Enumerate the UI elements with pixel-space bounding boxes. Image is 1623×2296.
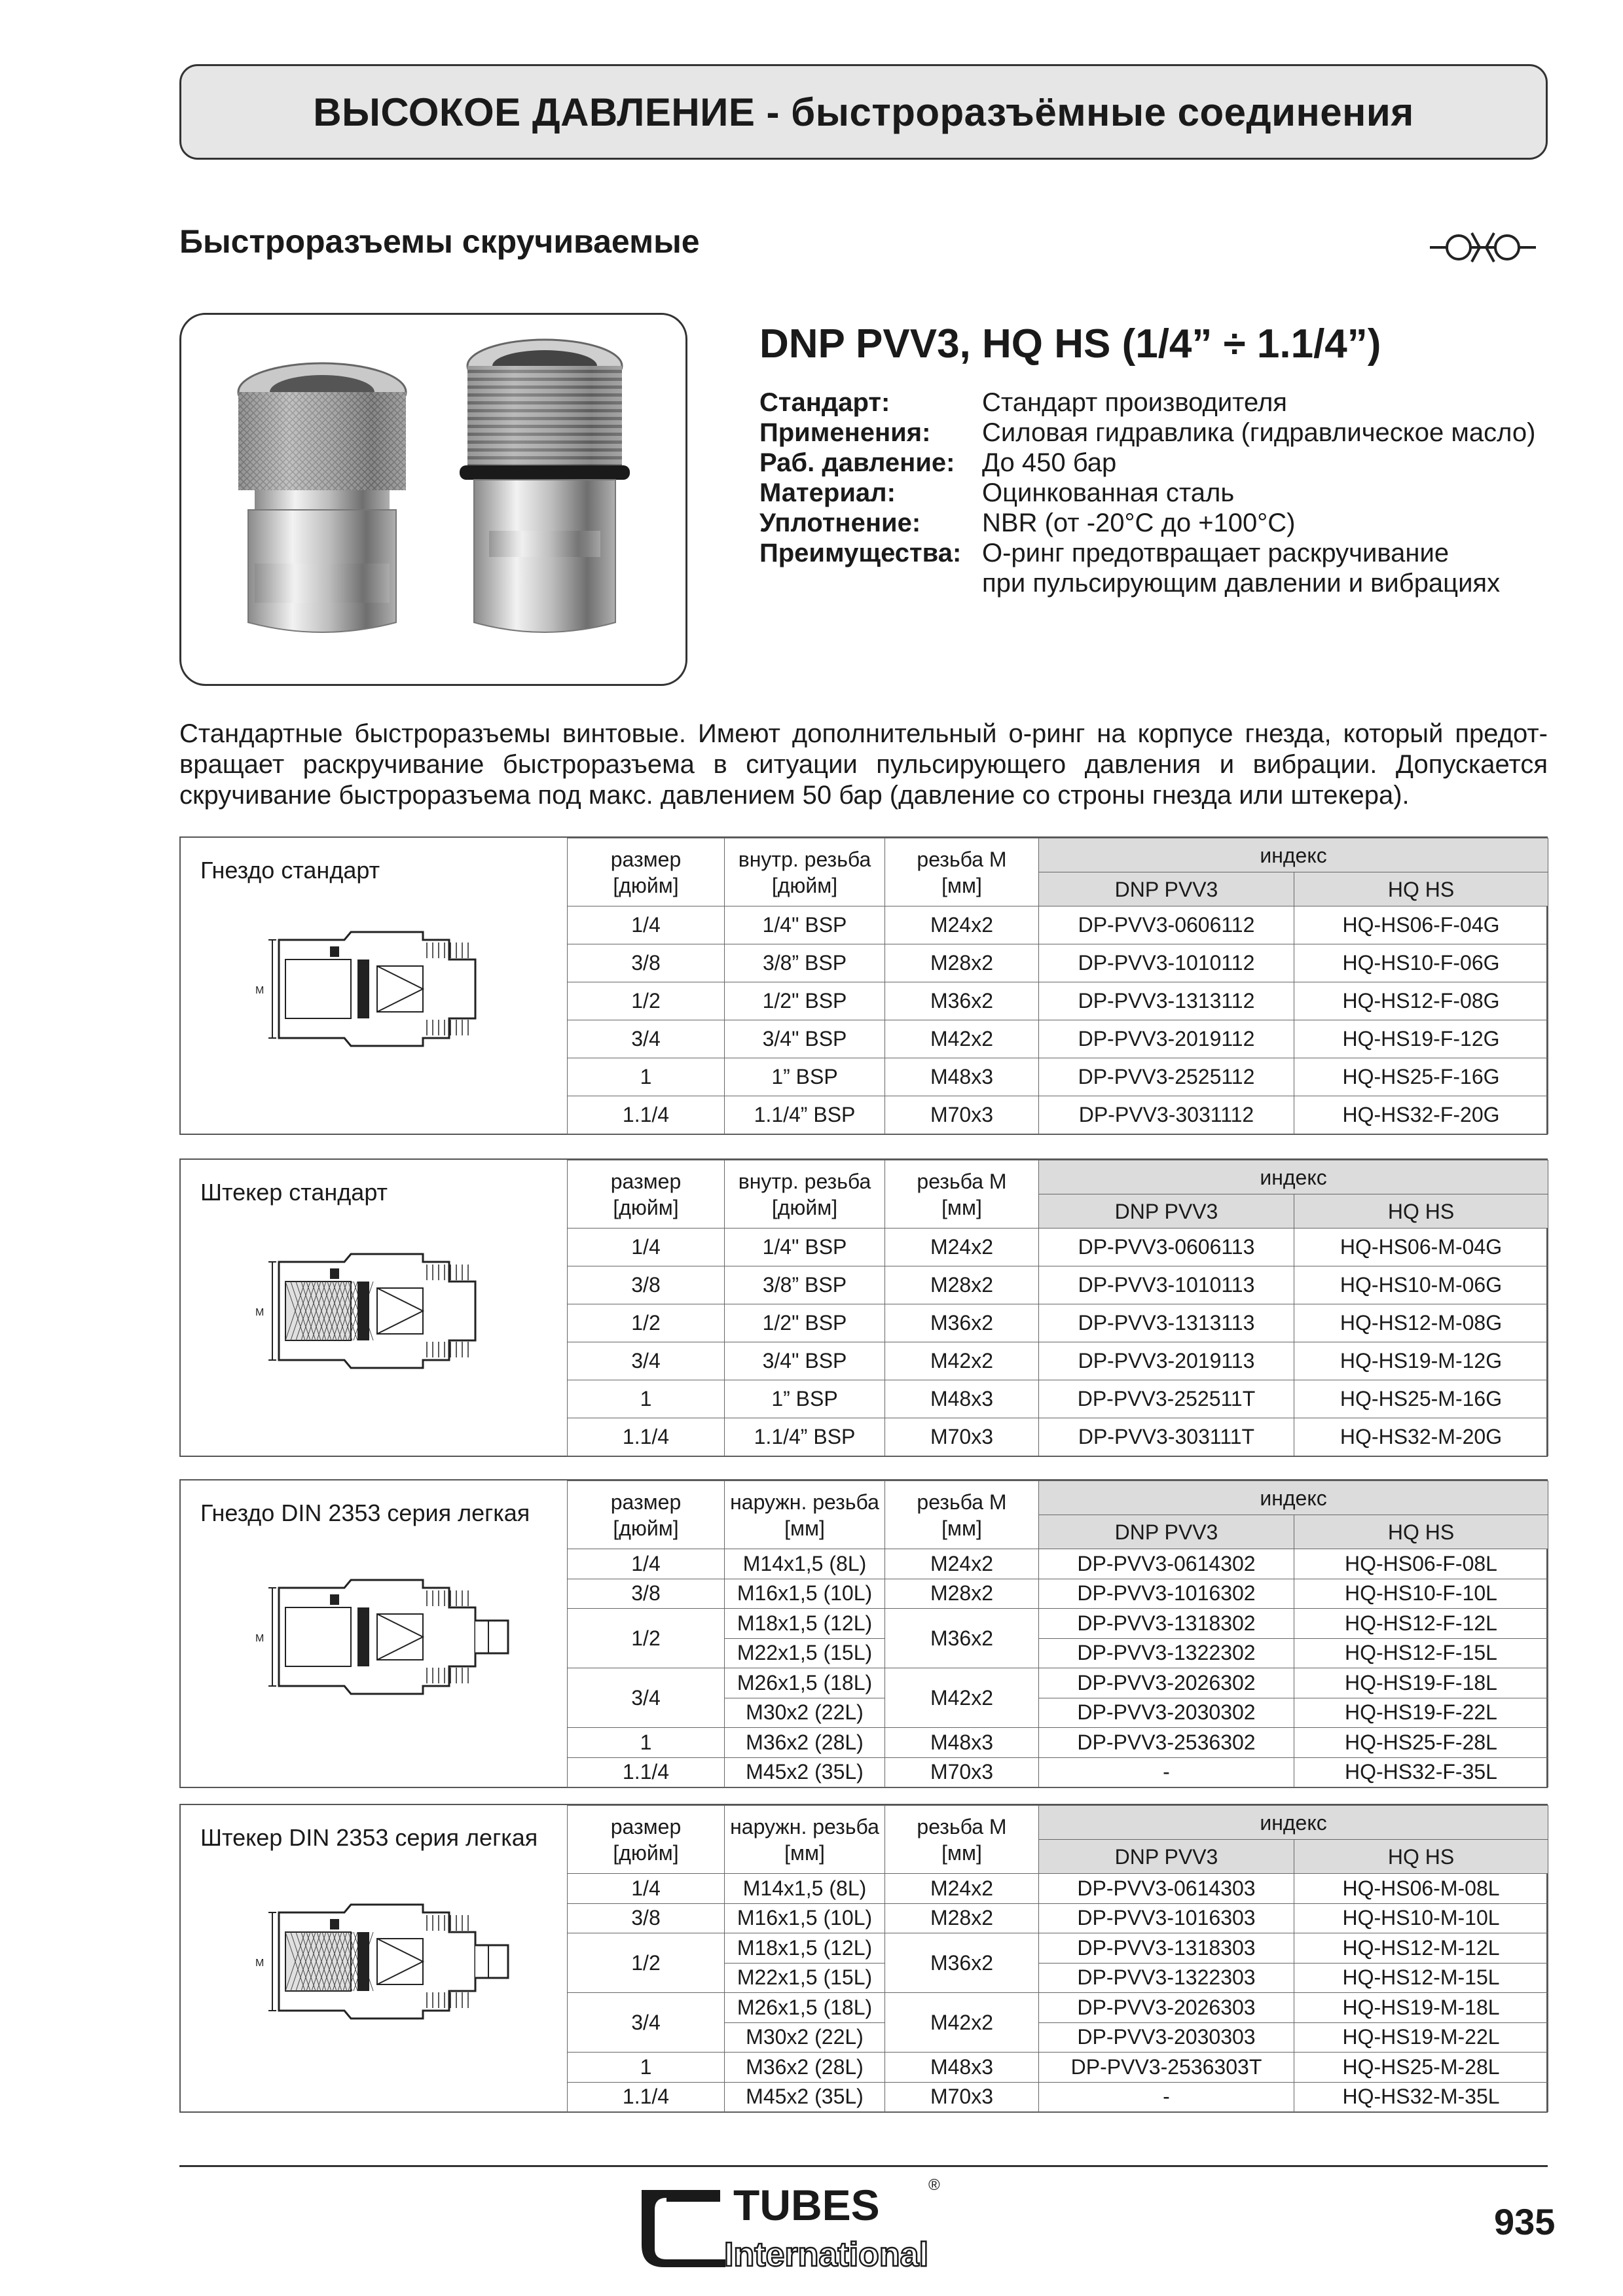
cell-thread: M18x1,5 (12L) — [725, 1609, 885, 1639]
cell-dnp: - — [1039, 1757, 1294, 1787]
header-index: индекс — [1039, 1806, 1548, 1840]
cell-dnp: DP-PVV3-3031112 — [1039, 1096, 1294, 1134]
cell-size: 3/4 — [568, 1020, 725, 1058]
cell-thread: 1” BSP — [725, 1380, 885, 1418]
cell-dnp: DP-PVV3-0606112 — [1039, 906, 1294, 944]
table-row — [568, 1058, 1548, 1096]
spec-value: Стандарт производителя — [982, 388, 1287, 417]
table-row — [568, 1903, 1548, 1933]
header-hq: HQ HS — [1294, 1194, 1548, 1229]
cell-size: 1.1/4 — [568, 2082, 725, 2112]
cell-hq: HQ-HS25-F-16G — [1294, 1058, 1548, 1096]
cell-size: 1 — [568, 2053, 725, 2083]
cell-thread: M14x1,5 (8L) — [725, 1549, 885, 1579]
spec-key: Преимущества: — [759, 539, 962, 567]
cell-thread: 1” BSP — [725, 1058, 885, 1096]
cell-m: M48x3 — [885, 1380, 1039, 1418]
spec-key: Раб. давление: — [759, 448, 955, 477]
cell-dnp: DP-PVV3-1313112 — [1039, 982, 1294, 1020]
table-row — [568, 1549, 1548, 1579]
cell-dnp: DP-PVV3-1010113 — [1039, 1266, 1294, 1304]
female-din-coupling-drawing-icon — [253, 1568, 528, 1738]
cell-dnp: DP-PVV3-1016302 — [1039, 1579, 1294, 1609]
cell-dnp: DP-PVV3-0614303 — [1039, 1874, 1294, 1904]
cell-dnp: DP-PVV3-0614302 — [1039, 1549, 1294, 1579]
cell-hq: HQ-HS10-F-10L — [1294, 1579, 1548, 1609]
cell-m: M24x2 — [885, 1229, 1039, 1266]
logo-bottom-text: International — [724, 2236, 929, 2274]
cell-m: M28x2 — [885, 1266, 1039, 1304]
page-number: 935 — [1494, 2201, 1556, 2242]
header-m-thread: резьба M [мм] — [885, 838, 1039, 906]
product-table — [567, 1805, 1548, 2112]
table-row — [568, 1668, 1548, 1698]
cell-size: 3/8 — [568, 1903, 725, 1933]
table-row — [568, 944, 1548, 982]
spec-key — [759, 568, 982, 598]
cell-hq: HQ-HS06-M-08L — [1294, 1874, 1548, 1904]
cell-dnp: DP-PVV3-2030303 — [1039, 2022, 1294, 2053]
banner-title: ВЫСОКОЕ ДАВЛЕНИЕ - быстроразъёмные соединения — [313, 90, 1414, 134]
header-dnp: DNP PVV3 — [1039, 872, 1294, 906]
cell-thread: M30x2 (22L) — [725, 2022, 885, 2053]
cell-thread: M22x1,5 (15L) — [725, 1638, 885, 1668]
cell-thread: M16x1,5 (10L) — [725, 1903, 885, 1933]
cell-m: M42x2 — [885, 1020, 1039, 1058]
header-index: индекс — [1039, 1160, 1548, 1194]
cell-size: 3/4 — [568, 1668, 725, 1728]
product-table — [567, 1480, 1548, 1787]
svg-text:M: M — [255, 985, 264, 996]
product-table-block — [179, 1804, 1548, 2113]
table-row — [568, 906, 1548, 944]
table-row — [568, 1933, 1548, 1964]
table-row — [568, 1020, 1548, 1058]
header-size: размер [дюйм] — [568, 1160, 725, 1229]
product-table-block — [179, 1158, 1548, 1457]
cell-size: 1/4 — [568, 1874, 725, 1904]
spec-value: Силовая гидравлика (гидравлическое масло) — [982, 418, 1536, 447]
cell-dnp: DP-PVV3-2536302 — [1039, 1728, 1294, 1758]
cell-hq: HQ-HS12-M-08G — [1294, 1304, 1548, 1342]
male-din-coupling-drawing-icon — [253, 1893, 528, 2063]
cell-thread: 3/8” BSP — [725, 1266, 885, 1304]
cell-dnp: DP-PVV3-1313113 — [1039, 1304, 1294, 1342]
cell-thread: 3/4" BSP — [725, 1342, 885, 1380]
cell-size: 1/4 — [568, 1229, 725, 1266]
spec-value: О-ринг предотвращает раскручивание — [982, 539, 1450, 567]
cell-dnp: DP-PVV3-1016303 — [1039, 1903, 1294, 1933]
cell-m: M70x3 — [885, 1418, 1039, 1456]
table-row — [568, 1380, 1548, 1418]
header-size: размер [дюйм] — [568, 1481, 725, 1549]
cell-hq: HQ-HS25-F-28L — [1294, 1728, 1548, 1758]
cell-dnp: - — [1039, 2082, 1294, 2112]
cell-m: M48x3 — [885, 1728, 1039, 1758]
cell-hq: HQ-HS19-F-12G — [1294, 1020, 1548, 1058]
cell-m: M70x3 — [885, 1757, 1039, 1787]
cell-thread: M14x1,5 (8L) — [725, 1874, 885, 1904]
cell-hq: HQ-HS12-F-12L — [1294, 1609, 1548, 1639]
quick-coupling-symbol-icon — [1427, 221, 1539, 274]
cell-hq: HQ-HS06-M-04G — [1294, 1229, 1548, 1266]
cell-hq: HQ-HS10-F-06G — [1294, 944, 1548, 982]
cell-size: 1/4 — [568, 1549, 725, 1579]
cell-dnp: DP-PVV3-1318302 — [1039, 1609, 1294, 1639]
cell-dnp: DP-PVV3-2525112 — [1039, 1058, 1294, 1096]
header-hq: HQ HS — [1294, 1515, 1548, 1549]
cell-hq: HQ-HS10-M-10L — [1294, 1903, 1548, 1933]
table-row — [568, 1728, 1548, 1758]
cell-m: M42x2 — [885, 1993, 1039, 2053]
cell-thread: 3/8” BSP — [725, 944, 885, 982]
spec-row — [759, 508, 1535, 538]
spec-row — [759, 538, 1535, 568]
table-row — [568, 1342, 1548, 1380]
cell-m: M70x3 — [885, 2082, 1039, 2112]
coupling-photo-icon — [181, 315, 687, 686]
header-dnp: DNP PVV3 — [1039, 1840, 1294, 1874]
spec-list — [759, 387, 1535, 598]
description-line: вращает раскручивание быстроразъема в ситуации пульсирующего давления и вибрации. Допускается — [179, 750, 1548, 779]
product-table-block — [179, 836, 1548, 1135]
cell-dnp: DP-PVV3-2026302 — [1039, 1668, 1294, 1698]
cell-size: 1 — [568, 1728, 725, 1758]
section-title: Быстроразъемы скручиваемые — [179, 223, 700, 260]
cell-m: M24x2 — [885, 1549, 1039, 1579]
cell-dnp: DP-PVV3-2026303 — [1039, 1993, 1294, 2023]
cell-hq: HQ-HS19-F-18L — [1294, 1668, 1548, 1698]
page-banner — [179, 64, 1548, 160]
cell-thread: M45x2 (35L) — [725, 1757, 885, 1787]
cell-hq: HQ-HS32-F-35L — [1294, 1757, 1548, 1787]
table-row — [568, 1757, 1548, 1787]
cell-hq: HQ-HS12-F-15L — [1294, 1638, 1548, 1668]
cell-thread: 1.1/4” BSP — [725, 1418, 885, 1456]
cell-m: M28x2 — [885, 944, 1039, 982]
cell-m: M28x2 — [885, 1903, 1039, 1933]
cell-dnp: DP-PVV3-1318303 — [1039, 1933, 1294, 1964]
product-table — [567, 838, 1548, 1134]
table-row — [568, 2082, 1548, 2112]
spec-row — [759, 478, 1535, 508]
spec-key: Уплотнение: — [759, 509, 921, 537]
cell-size: 3/8 — [568, 1266, 725, 1304]
product-table — [567, 1160, 1548, 1456]
cell-size: 3/8 — [568, 1579, 725, 1609]
cell-m: M42x2 — [885, 1342, 1039, 1380]
cell-thread: 1/4" BSP — [725, 906, 885, 944]
cell-dnp: DP-PVV3-2536303T — [1039, 2053, 1294, 2083]
cell-size: 1/2 — [568, 1933, 725, 1993]
header-m-thread: резьба M [мм] — [885, 1806, 1039, 1874]
cell-dnp: DP-PVV3-1010112 — [1039, 944, 1294, 982]
cell-m: M28x2 — [885, 1579, 1039, 1609]
cell-hq: HQ-HS32-M-35L — [1294, 2082, 1548, 2112]
table-row — [568, 2053, 1548, 2083]
cell-thread: M16x1,5 (10L) — [725, 1579, 885, 1609]
cell-m: M42x2 — [885, 1668, 1039, 1728]
cell-hq: HQ-HS06-F-08L — [1294, 1549, 1548, 1579]
spec-row — [759, 418, 1535, 448]
cell-hq: HQ-HS12-F-08G — [1294, 982, 1548, 1020]
cell-size: 1/2 — [568, 1304, 725, 1342]
header-dnp: DNP PVV3 — [1039, 1515, 1294, 1549]
cell-hq: HQ-HS10-M-06G — [1294, 1266, 1548, 1304]
cell-thread: M30x2 (22L) — [725, 1698, 885, 1728]
header-thread: наружн. резьба [мм] — [725, 1806, 885, 1874]
header-m-thread: резьба M [мм] — [885, 1481, 1039, 1549]
cell-size: 1 — [568, 1058, 725, 1096]
cell-dnp: DP-PVV3-252511T — [1039, 1380, 1294, 1418]
spec-key: Применения: — [759, 418, 931, 447]
footer-divider — [179, 2165, 1548, 2167]
cell-hq: HQ-HS19-F-22L — [1294, 1698, 1548, 1728]
header-thread: наружн. резьба [мм] — [725, 1481, 885, 1549]
header-thread: внутр. резьба [дюйм] — [725, 1160, 885, 1229]
male-coupling-drawing-icon — [253, 1242, 528, 1412]
table-row — [568, 1874, 1548, 1904]
cell-dnp: DP-PVV3-1322302 — [1039, 1638, 1294, 1668]
cell-size: 1 — [568, 1380, 725, 1418]
spec-value: при пульсирующим давлении и вибрациях — [982, 569, 1501, 598]
table-label: Штекер DIN 2353 серия легкая — [200, 1824, 538, 1851]
cell-size: 3/4 — [568, 1342, 725, 1380]
description-paragraph — [179, 719, 1548, 811]
cell-hq: HQ-HS19-M-12G — [1294, 1342, 1548, 1380]
table-row — [568, 1609, 1548, 1639]
table-row — [568, 982, 1548, 1020]
cell-dnp: DP-PVV3-2030302 — [1039, 1698, 1294, 1728]
cell-thread: M26x1,5 (18L) — [725, 1668, 885, 1698]
cell-hq: HQ-HS19-M-18L — [1294, 1993, 1548, 2023]
cell-m: M24x2 — [885, 906, 1039, 944]
logo-registered-mark: ® — [928, 2176, 940, 2194]
tubes-international-logo — [640, 2176, 948, 2274]
cell-dnp: DP-PVV3-2019113 — [1039, 1342, 1294, 1380]
table-row — [568, 1304, 1548, 1342]
cell-thread: M45x2 (35L) — [725, 2082, 885, 2112]
spec-row — [759, 568, 1535, 598]
cell-size: 1.1/4 — [568, 1096, 725, 1134]
cell-m: M36x2 — [885, 1933, 1039, 1993]
table-row — [568, 1096, 1548, 1134]
spec-row — [759, 387, 1535, 418]
header-m-thread: резьба M [мм] — [885, 1160, 1039, 1229]
svg-text:M: M — [255, 1307, 264, 1318]
cell-thread: 1/4" BSP — [725, 1229, 885, 1266]
cell-size: 1.1/4 — [568, 1418, 725, 1456]
cell-thread: 1/2" BSP — [725, 1304, 885, 1342]
header-index: индекс — [1039, 1481, 1548, 1515]
product-photo — [179, 313, 687, 686]
cell-hq: HQ-HS32-M-20G — [1294, 1418, 1548, 1456]
cell-m: M36x2 — [885, 982, 1039, 1020]
cell-thread: 1.1/4” BSP — [725, 1096, 885, 1134]
header-hq: HQ HS — [1294, 872, 1548, 906]
spec-value: NBR (от -20°C до +100°C) — [982, 509, 1296, 537]
spec-key: Стандарт: — [759, 388, 890, 417]
cell-hq: HQ-HS12-M-15L — [1294, 1963, 1548, 1993]
svg-text:M: M — [255, 1633, 264, 1644]
cell-dnp: DP-PVV3-2019112 — [1039, 1020, 1294, 1058]
cell-size: 1/4 — [568, 906, 725, 944]
cell-thread: 3/4" BSP — [725, 1020, 885, 1058]
cell-m: M36x2 — [885, 1304, 1039, 1342]
table-row — [568, 1229, 1548, 1266]
cell-m: M24x2 — [885, 1874, 1039, 1904]
header-size: размер [дюйм] — [568, 838, 725, 906]
cell-thread: M26x1,5 (18L) — [725, 1993, 885, 2023]
cell-thread: M18x1,5 (12L) — [725, 1933, 885, 1964]
table-row — [568, 1266, 1548, 1304]
spec-value: Оцинкованная сталь — [982, 478, 1235, 507]
cell-dnp: DP-PVV3-0606113 — [1039, 1229, 1294, 1266]
cell-size: 1/2 — [568, 1609, 725, 1668]
cell-m: M48x3 — [885, 2053, 1039, 2083]
cell-hq: HQ-HS06-F-04G — [1294, 906, 1548, 944]
header-dnp: DNP PVV3 — [1039, 1194, 1294, 1229]
description-line: скручивание быстроразъема под макс. давлением 50 бар (давление со строны гнезда или штекера). — [179, 781, 1410, 810]
female-coupling-drawing-icon — [253, 920, 528, 1090]
header-thread: внутр. резьба [дюйм] — [725, 838, 885, 906]
table-label: Штекер стандарт — [200, 1179, 388, 1206]
cell-dnp: DP-PVV3-1322303 — [1039, 1963, 1294, 1993]
logo-top-text: TUBES — [733, 2181, 880, 2229]
cell-m: M48x3 — [885, 1058, 1039, 1096]
cell-size: 3/4 — [568, 1993, 725, 2053]
cell-hq: HQ-HS32-F-20G — [1294, 1096, 1548, 1134]
cell-hq: HQ-HS25-M-16G — [1294, 1380, 1548, 1418]
cell-thread: M36x2 (28L) — [725, 2053, 885, 2083]
header-index: индекс — [1039, 838, 1548, 872]
table-row — [568, 1418, 1548, 1456]
cell-m: M36x2 — [885, 1609, 1039, 1668]
product-table-block — [179, 1479, 1548, 1788]
cell-m: M70x3 — [885, 1096, 1039, 1134]
table-label: Гнездо стандарт — [200, 857, 380, 884]
table-label: Гнездо DIN 2353 серия легкая — [200, 1499, 530, 1526]
cell-size: 3/8 — [568, 944, 725, 982]
cell-thread: M22x1,5 (15L) — [725, 1963, 885, 1993]
header-hq: HQ HS — [1294, 1840, 1548, 1874]
description-line: Стандартные быстроразъемы винтовые. Имеют дополнительный о-ринг на корпусе гнезда, который предот- — [179, 719, 1548, 748]
cell-thread: 1/2" BSP — [725, 982, 885, 1020]
cell-dnp: DP-PVV3-303111T — [1039, 1418, 1294, 1456]
cell-hq: HQ-HS19-M-22L — [1294, 2022, 1548, 2053]
cell-hq: HQ-HS25-M-28L — [1294, 2053, 1548, 2083]
svg-text:M: M — [255, 1958, 264, 1969]
spec-value: До 450 бар — [982, 448, 1117, 477]
cell-hq: HQ-HS12-M-12L — [1294, 1933, 1548, 1964]
cell-size: 1/2 — [568, 982, 725, 1020]
spec-key: Материал: — [759, 478, 896, 507]
table-row — [568, 1579, 1548, 1609]
header-size: размер [дюйм] — [568, 1806, 725, 1874]
spec-row — [759, 448, 1535, 478]
table-row — [568, 1993, 1548, 2023]
cell-thread: M36x2 (28L) — [725, 1728, 885, 1758]
product-title: DNP PVV3, HQ HS (1/4” ÷ 1.1/4”) — [759, 321, 1381, 367]
cell-size: 1.1/4 — [568, 1757, 725, 1787]
